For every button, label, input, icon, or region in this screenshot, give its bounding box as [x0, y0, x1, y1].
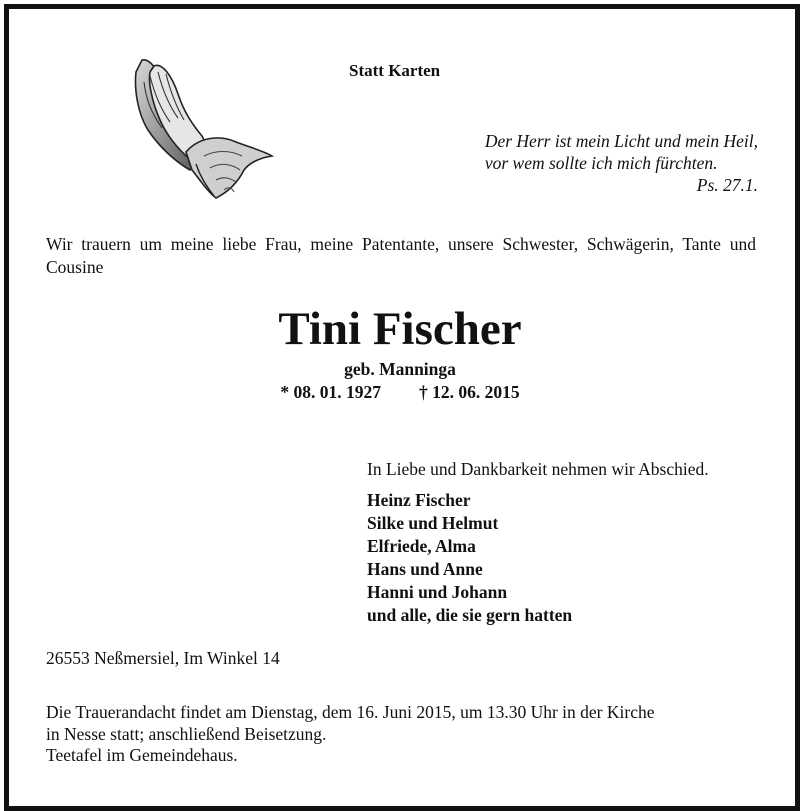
service-line-1: Die Trauerandacht findet am Dienstag, dem 16. Juni 2015, um 13.30 Uhr in der Kirche [46, 702, 655, 722]
farewell-text: In Liebe und Dankbarkeit nehmen wir Abschied. [367, 459, 709, 479]
bible-quote [485, 130, 758, 196]
service-line-3: Teetafel im Gemeindehaus. [46, 745, 238, 765]
quote-line-2: vor wem sollte ich mich fürchten. [484, 153, 718, 173]
praying-hands-icon [120, 52, 275, 202]
deceased-name: Tini Fischer [278, 303, 522, 355]
notice-header: Statt Karten [349, 61, 441, 80]
quote-line-1: Der Herr ist mein Licht und mein Heil, [484, 131, 758, 151]
mourner-item: Hanni und Johann [367, 582, 508, 602]
mourner-item: Silke und Helmut [367, 513, 499, 533]
mourner-item: und alle, die sie gern hatten [367, 605, 573, 625]
death-date: † 12. 06. 2015 [419, 382, 520, 402]
quote-reference: Ps. 27.1. [696, 175, 758, 195]
service-info [46, 702, 654, 767]
deceased-birth-name: geb. Manninga [344, 359, 456, 379]
service-line-2: in Nesse statt; anschließend Beisetzung. [46, 723, 327, 744]
mourner-item: Hans und Anne [367, 559, 483, 579]
mourners-list [367, 489, 572, 627]
mourner-item: Elfriede, Alma [367, 536, 476, 556]
mourner-item: Heinz Fischer [367, 490, 471, 510]
address: 26553 Neßmersiel, Im Winkel 14 [46, 648, 280, 668]
birth-date: * 08. 01. 1927 [280, 382, 381, 402]
life-dates [0, 382, 800, 403]
intro-text: Wir trauern um meine liebe Frau, meine Patentante, unsere Schwester, Schwägerin, Tante und Cousine [46, 234, 756, 277]
